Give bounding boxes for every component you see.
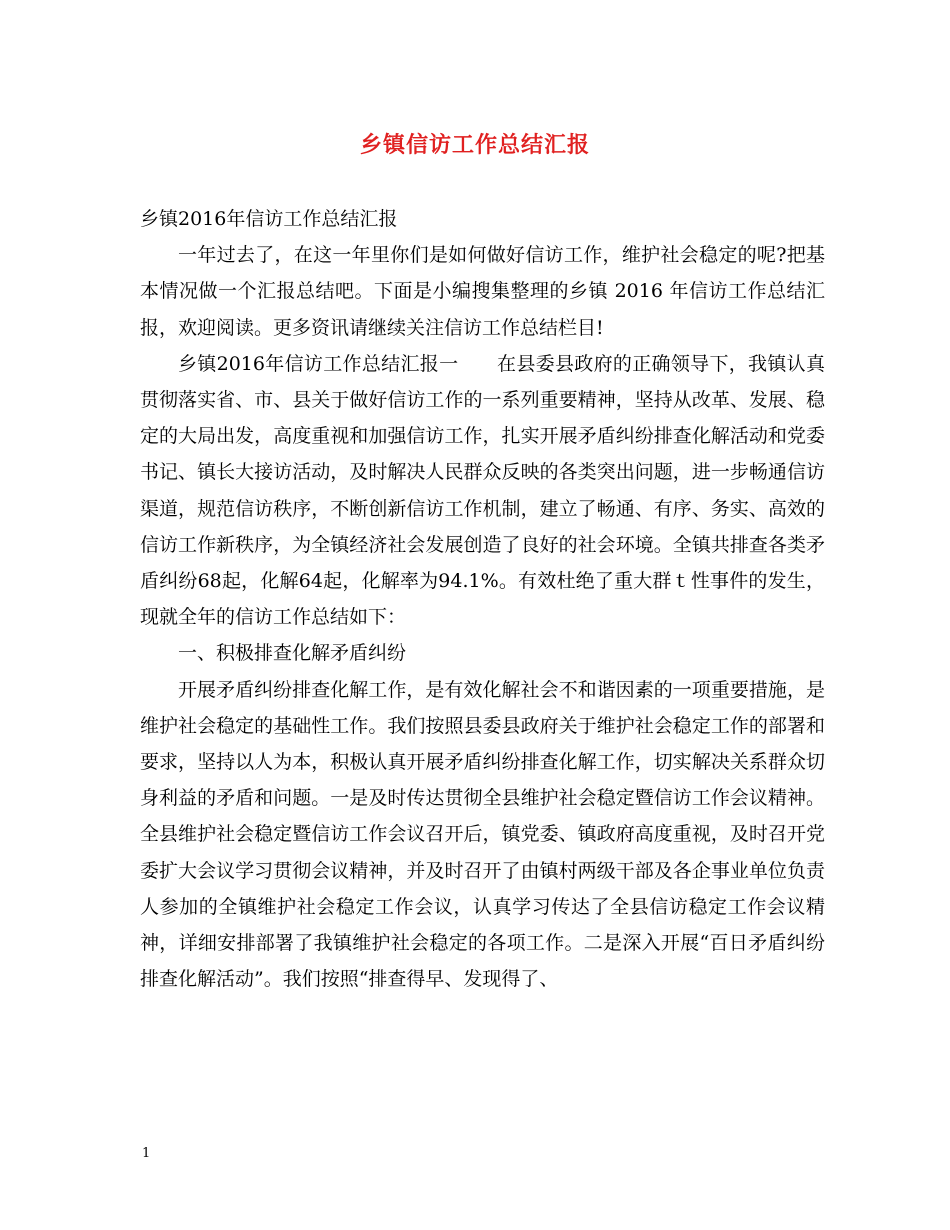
- page-title: 乡镇信访工作总结汇报: [359, 133, 590, 158]
- paragraph-overview: 乡镇2016年信访工作总结汇报一 在县委县政府的正确领导下，我镇认真贯彻落实省、市、县关于做好信访工作的一系列重要精神，坚持从改革、发展、稳定的大局出发，高度重视和加强信访工作，扎实开展矛盾纠纷排查化解活动和党委书记、镇长大接访活动，及时解决人民群众反映的各类突出问题，进一步畅通信访渠道，规范信访秩序，不断创新信访工作机制，建立了畅通、有序、务实、高效的信访工作新秩序，为全镇经济社会发展创造了良好的社会环境。全镇共排查各类矛盾纠纷68起，化解64起，化解率为94.1%。有效杜绝了重大群ｔ性事件的发生，现就全年的信访工作总结如下：: [140, 352, 825, 629]
- section-heading: 一、积极排查化解矛盾纠纷: [178, 642, 407, 665]
- paragraph-intro: 一年过去了，在这一年里你们是如何做好信访工作，维护社会稳定的呢?把基本情况做一个汇报总结吧。下面是小编搜集整理的乡镇 2016 年信访工作总结汇报，欢迎阅读。更多资讯请继续关注信访工作总结栏目!: [140, 244, 825, 339]
- document-body: [140, 201, 825, 997]
- paragraph-subtitle: 乡镇2016年信访工作总结汇报: [140, 208, 398, 230]
- paragraph-section-body: 开展矛盾纠纷排查化解工作，是有效化解社会不和谐因素的一项重要措施，是维护社会稳定的基础性工作。我们按照县委县政府关于维护社会稳定工作的部署和要求，坚持以人为本，积极认真开展矛盾纠纷排查化解工作，切实解决关系群众切身利益的矛盾和问题。一是及时传达贯彻全县维护社会稳定暨信访工作会议精神。全县维护社会稳定暨信访工作会议召开后，镇党委、镇政府高度重视，及时召开党委扩大会议学习贯彻会议精神，并及时召开了由镇村两级干部及各企事业单位负责人参加的全镇维护社会稳定工作会议，认真学习传达了全县信访稳定工作会议精神，详细安排部署了我镇维护社会稳定的各项工作。二是深入开展“百日矛盾纠纷排查化解活动”。我们按照“排查得早、发现得了、: [140, 678, 825, 991]
- page-number: 1: [142, 1146, 151, 1161]
